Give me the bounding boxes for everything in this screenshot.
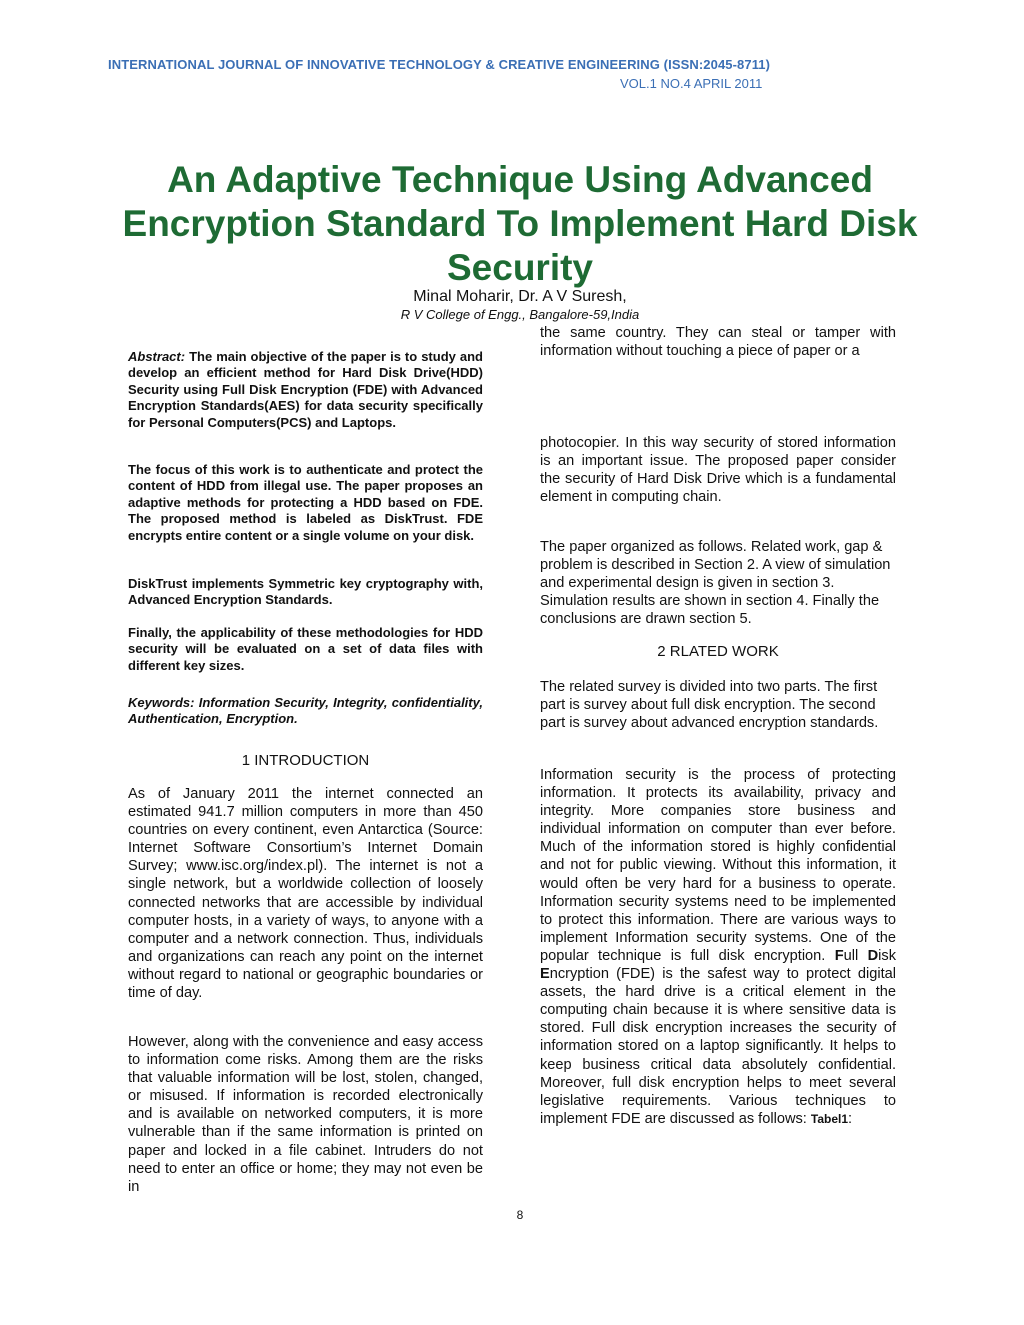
rw-text-b: ncryption (FDE) is the safest way to protect digital assets, the hard drive is a critical element in the computing chain because it is where sensitive data is stored. Full disk encryption increases the security of information stored on a laptop significantly. It helps to keep business critical data absolutely confidential. Moreover, full disk encryption helps to meet several legislative requirements. Various techniques to implement FDE are discussed as follows:: [540, 966, 896, 1127]
intro-paragraph-2: However, along with the convenience and easy access to information come risks. Among them are the risks that valuable information will be lost, stolen, changed, or misused. If information is recorded electronically and is available on networked computers, it is more vulnerable than if the same information is printed on paper and locked in a file cabinet. Intruders do not need to enter an office or home; they may not even be in: [128, 1034, 483, 1195]
fde-initial-d: D: [867, 947, 879, 964]
affiliation: R V College of Engg., Bangalore-59,India: [400, 307, 640, 322]
abstract-label: Abstract:: [128, 349, 186, 364]
intro-paragraph-1: As of January 2011 the internet connected an estimated 941.7 million computers in more than 450 countries on every continent, even Antarctica (Source: Internet Software Consortium’s Internet Domain Survey; www.isc.org/index.pl). The internet is not a single network, but a worldwide collection of loosely connected networks that are accessible by individual computer hosts, in a variety of ways, to anyone with a computer and a network connection. Thus, individuals and organizations can reach any point on the internet without regard to national or geographic boundaries or time of day.: [128, 786, 483, 1002]
rw-end: :: [848, 1110, 853, 1127]
keywords: [128, 695, 483, 728]
volume-issue: VOL.1 NO.4 APRIL 2011: [620, 76, 763, 91]
section-1-heading: 1 INTRODUCTION: [241, 752, 370, 769]
section-2-heading: 2 RLATED WORK: [657, 643, 779, 660]
right-continuation-2: photocopier. In this way security of stored information is an important issue. The proposed paper consider the security of Hard Disk Drive which is a fundamental element in computing chain.: [540, 435, 896, 506]
authors: Minal Moharir, Dr. A V Suresh,: [413, 288, 627, 305]
keywords-text: Information Security, Integrity, confidentiality, Authentication, Encryption.: [128, 695, 483, 727]
abstract-paragraph: [128, 349, 483, 431]
paper-title: An Adaptive Technique Using Advanced Encryption Standard To Implement Hard Disk Security: [122, 159, 918, 288]
fde-initial-e: E: [540, 966, 550, 983]
fde-isk: isk: [878, 947, 896, 964]
abstract-paragraph-4: Finally, the applicability of these methodologies for HDD security will be evaluated on a set of data files with different key sizes.: [128, 625, 483, 673]
keywords-label: Keywords:: [128, 695, 195, 710]
fde-initial-f: F: [834, 947, 844, 964]
page-number: 8: [516, 1208, 524, 1222]
right-continuation-1: the same country. They can steal or tamper with information without touching a piece of paper or a: [540, 325, 896, 360]
journal-header: INTERNATIONAL JOURNAL OF INNOVATIVE TECHNOLOGY & CREATIVE ENGINEERING (ISSN:2045-8711): [108, 57, 771, 72]
fde-ull: ull: [843, 947, 868, 964]
abstract-text: The main objective of the paper is to study and develop an efficient method for Hard Disk Drive(HDD) Security using Full Disk Encryption (FDE) with Advanced Encryption Standards(AES) for data security specifically for Personal Computers(PCS) and Laptops.: [128, 349, 483, 430]
related-work-paragraph-1: The related survey is divided into two parts. The first part is survey about full disk encryption. The second part is survey about advanced encryption standards.: [540, 679, 879, 732]
abstract-paragraph-2: The focus of this work is to authenticate and protect the content of HDD from illegal use. The paper proposes an adaptive methods for protecting a HDD based on FDE. The proposed method is labeled as DiskTrust. FDE encrypts entire content or a single volume on your disk.: [128, 462, 483, 543]
related-work-paragraph-2: [540, 766, 896, 1128]
paper-organization: The paper organized as follows. Related work, gap & problem is described in Section 2. A view of simulation and experimental design is given in section 3. Simulation results are shown in section 4. Finally the conclusions are drawn section 5.: [540, 539, 891, 628]
abstract-paragraph-3: DiskTrust implements Symmetric key cryptography with, Advanced Encryption Standards.: [128, 576, 483, 608]
table-reference: Tabel1: [810, 1111, 849, 1126]
rw-text-a: Information security is the process of protecting information. It protects its availability, privacy and integrity. More companies store business and individual information on computer than ever before. Much of the information stored is highly confidential and not for public viewing. Without this information, it would often be very hard for a business to operate. Information security systems need to be implemented to protect this information. There are various ways to implement Information security systems. One of the popular technique is full disk encryption.: [540, 767, 896, 964]
